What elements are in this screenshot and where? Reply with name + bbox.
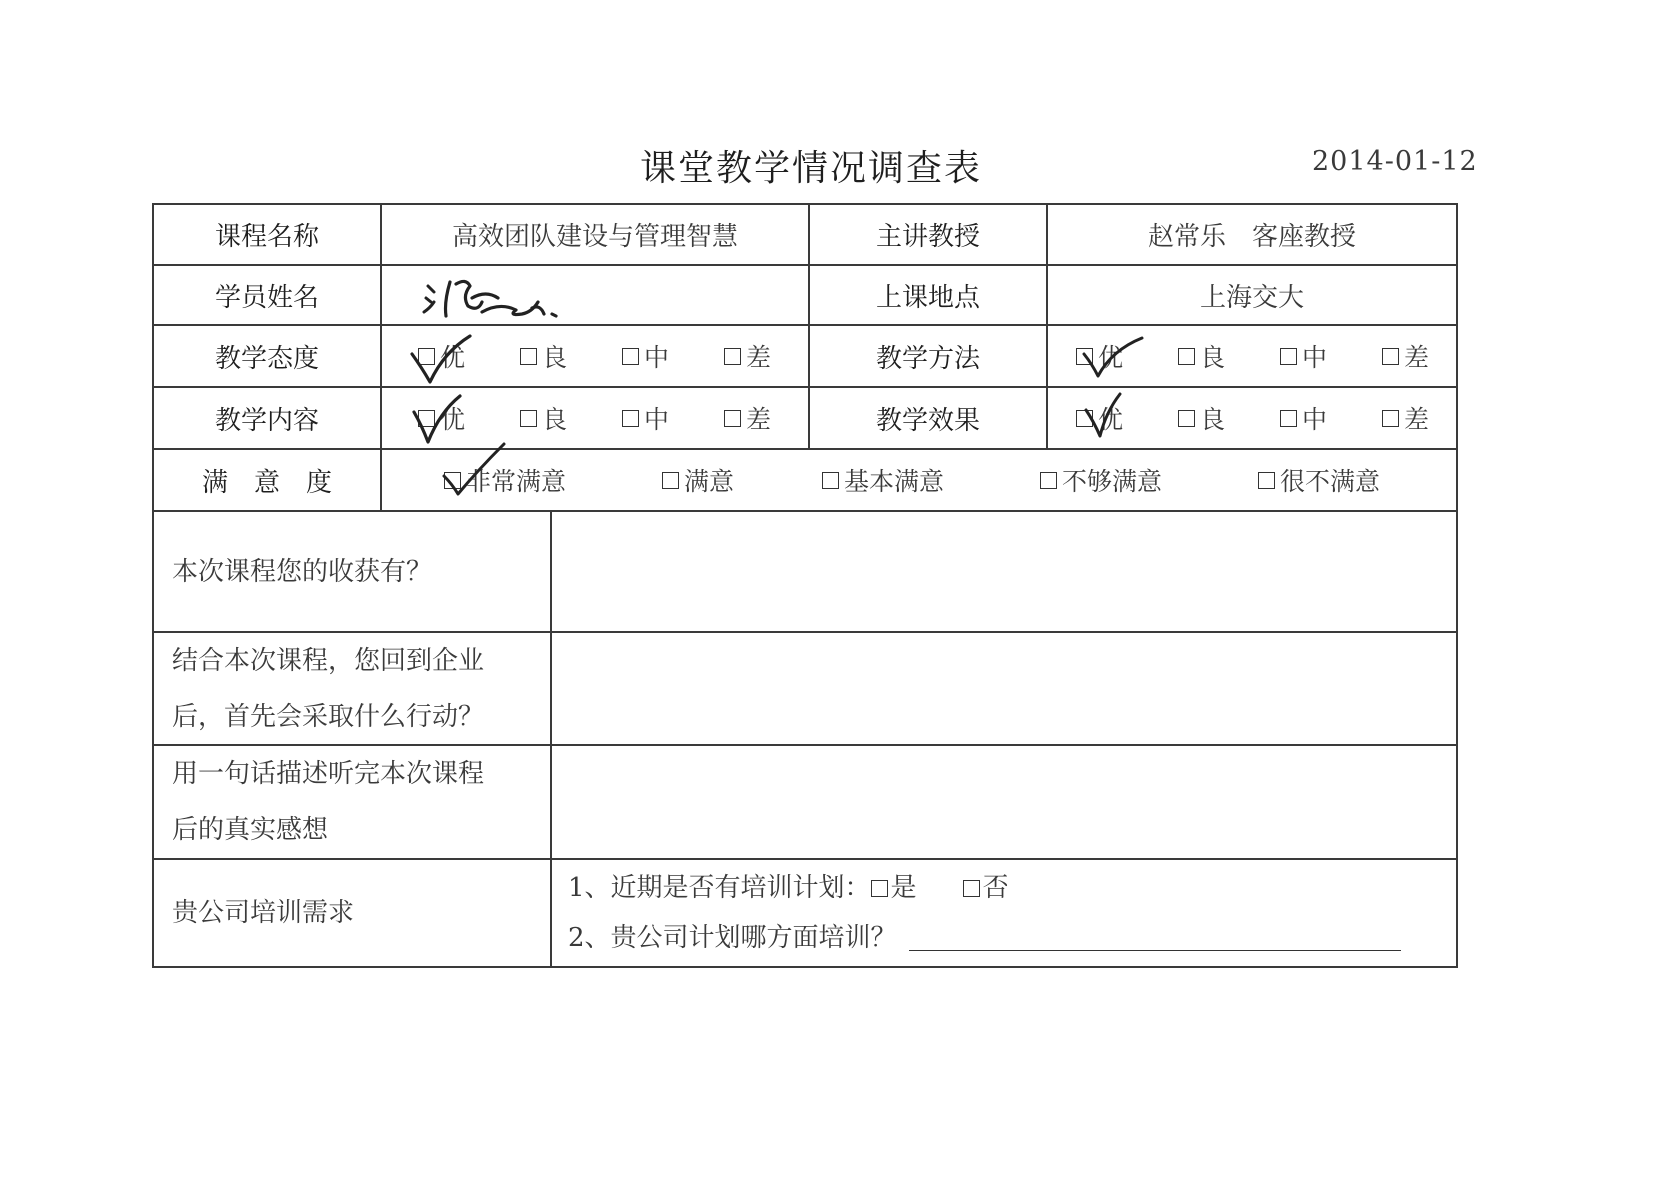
feeling-question-line2: 后的真实感想	[172, 815, 329, 845]
option-label: 差	[1404, 343, 1430, 372]
option-label: 优	[1098, 405, 1124, 434]
method-option-average[interactable]	[1280, 338, 1327, 374]
option-label: 很不满意	[1280, 467, 1381, 496]
checkbox-icon[interactable]	[622, 410, 639, 427]
row-training-needs	[154, 860, 1456, 966]
lecturer-value: 赵常乐 客座教授	[1147, 222, 1356, 252]
action-question	[154, 633, 552, 744]
effect-option-good[interactable]	[1178, 400, 1225, 436]
checkbox-icon[interactable]	[1382, 348, 1399, 365]
checkbox-icon[interactable]	[1382, 410, 1399, 427]
option-label: 基本满意	[844, 467, 945, 496]
location-label: 上课地点	[810, 266, 1048, 324]
checkbox-icon[interactable]	[724, 410, 741, 427]
option-label: 中	[644, 343, 670, 372]
effect-option-average[interactable]	[1280, 400, 1327, 436]
option-label: 良	[542, 405, 568, 434]
method-label: 教学方法	[810, 326, 1048, 386]
row-gains	[154, 512, 1456, 633]
course-name-value: 高效团队建设与管理智慧	[382, 205, 810, 264]
checkbox-icon[interactable]	[1280, 348, 1297, 365]
training-plan-question: 1、近期是否有培训计划：	[568, 873, 871, 903]
checkbox-icon[interactable]	[520, 348, 537, 365]
content-option-poor[interactable]	[724, 400, 771, 436]
method-option-excellent[interactable]	[1076, 338, 1123, 374]
action-question-line1: 结合本次课程，您回到企业	[172, 645, 485, 676]
option-label: 优	[1098, 343, 1124, 372]
content-option-excellent[interactable]	[418, 400, 465, 436]
training-area-line	[552, 913, 1401, 963]
attitude-option-average[interactable]	[622, 338, 669, 374]
handwritten-signature	[412, 268, 612, 328]
content-option-good[interactable]	[520, 400, 567, 436]
checkbox-icon[interactable]	[418, 348, 435, 365]
content-label: 教学内容	[154, 388, 382, 448]
training-needs-answers	[552, 860, 1456, 966]
checkbox-icon[interactable]	[963, 880, 980, 897]
option-label: 非常满意	[466, 467, 567, 496]
satisfaction-option-very-unsatisfied[interactable]	[1258, 462, 1380, 498]
checkbox-icon[interactable]	[520, 410, 537, 427]
lecturer-label: 主讲教授	[810, 205, 1048, 264]
attitude-option-excellent[interactable]	[418, 338, 465, 374]
checkbox-icon[interactable]	[1280, 410, 1297, 427]
checkbox-icon[interactable]	[1258, 472, 1275, 489]
attitude-options	[382, 326, 810, 386]
effect-options	[1048, 388, 1456, 448]
satisfaction-option-satisfied[interactable]	[662, 462, 734, 498]
course-name-label: 课程名称	[154, 205, 382, 264]
option-label: 差	[1404, 405, 1430, 434]
training-plan-line	[552, 863, 1009, 913]
content-option-average[interactable]	[622, 400, 669, 436]
action-answer-field[interactable]	[552, 633, 1456, 744]
form-title: 课堂教学情况调查表	[640, 148, 983, 189]
option-label: 优	[440, 405, 466, 434]
student-name-field[interactable]	[382, 266, 810, 324]
training-needs-label: 贵公司培训需求	[154, 860, 552, 966]
checkbox-icon[interactable]	[1178, 410, 1195, 427]
checkbox-icon[interactable]	[724, 348, 741, 365]
method-option-good[interactable]	[1178, 338, 1225, 374]
row-satisfaction	[154, 450, 1456, 512]
checkbox-icon[interactable]	[622, 348, 639, 365]
training-plan-no-label: 否	[982, 873, 1009, 903]
row-attitude	[154, 326, 1456, 388]
satisfaction-option-not-satisfied[interactable]	[1040, 462, 1162, 498]
checkbox-icon[interactable]	[871, 880, 888, 897]
satisfaction-option-very-satisfied[interactable]	[444, 462, 566, 498]
checkbox-icon[interactable]	[1178, 348, 1195, 365]
method-option-poor[interactable]	[1382, 338, 1429, 374]
option-label: 差	[746, 343, 772, 372]
location-value: 上海交大	[1199, 282, 1304, 313]
gains-answer-field[interactable]	[552, 512, 1456, 631]
checkbox-icon[interactable]	[1076, 410, 1093, 427]
checkbox-icon[interactable]	[822, 472, 839, 489]
training-area-answer-field[interactable]	[909, 926, 1401, 951]
option-label: 中	[644, 405, 670, 434]
feeling-question-line1: 用一句话描述听完本次课程	[172, 759, 485, 789]
attitude-label: 教学态度	[154, 326, 382, 386]
training-plan-yes-label: 是	[890, 873, 917, 903]
checkbox-icon[interactable]	[418, 410, 435, 427]
option-label: 良	[1200, 343, 1226, 372]
checkbox-icon[interactable]	[1040, 472, 1057, 489]
survey-table	[152, 203, 1458, 968]
option-label: 中	[1302, 405, 1328, 434]
effect-option-poor[interactable]	[1382, 400, 1429, 436]
method-options	[1048, 326, 1456, 386]
row-course	[154, 205, 1456, 266]
effect-option-excellent[interactable]	[1076, 400, 1123, 436]
option-label: 差	[746, 405, 772, 434]
row-action	[154, 633, 1456, 746]
row-content	[154, 388, 1456, 450]
option-label: 不够满意	[1062, 467, 1163, 496]
option-label: 良	[542, 343, 568, 372]
row-feeling	[154, 746, 1456, 860]
checkbox-icon[interactable]	[444, 472, 461, 489]
effect-label: 教学效果	[810, 388, 1048, 448]
checkbox-icon[interactable]	[662, 472, 679, 489]
feeling-question	[154, 746, 552, 858]
satisfaction-options	[382, 450, 1456, 510]
satisfaction-label: 满 意 度	[154, 450, 382, 510]
content-options	[382, 388, 810, 448]
row-student	[154, 266, 1456, 326]
satisfaction-option-basically-satisfied[interactable]	[822, 462, 944, 498]
option-label: 满意	[684, 467, 735, 496]
student-name-label: 学员姓名	[154, 266, 382, 324]
option-label: 良	[1200, 405, 1226, 434]
training-area-question: 2、贵公司计划哪方面培训？	[568, 923, 897, 953]
attitude-option-poor[interactable]	[724, 338, 771, 374]
form-date: 2014-01-12	[1312, 146, 1478, 177]
checkbox-icon[interactable]	[1076, 348, 1093, 365]
attitude-option-good[interactable]	[520, 338, 567, 374]
option-label: 中	[1302, 343, 1328, 372]
action-question-line2: 后，首先会采取什么行动？	[172, 701, 485, 732]
gains-question: 本次课程您的收获有？	[154, 512, 552, 631]
feeling-answer-field[interactable]	[552, 746, 1456, 858]
option-label: 优	[440, 343, 466, 372]
